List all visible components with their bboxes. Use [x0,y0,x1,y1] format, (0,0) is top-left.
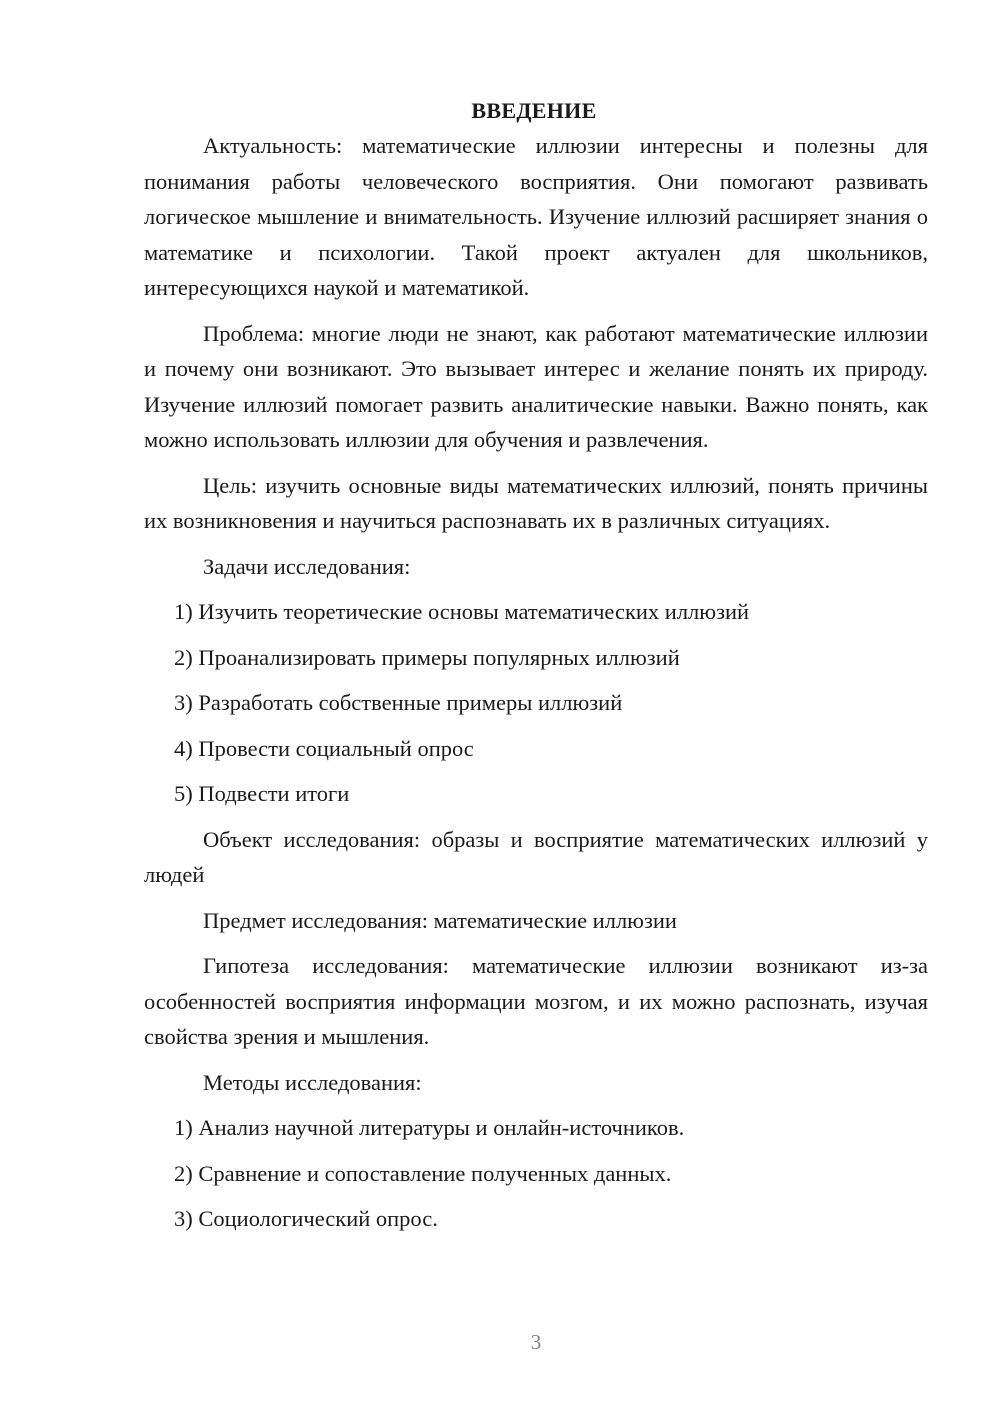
list-item: 2) Проанализировать примеры популярных иллюзий [174,644,680,670]
goal-paragraph: Цель: изучить основные виды математических иллюзий, понять причины их возникновения и научиться распознавать их в различных ситуациях. [144,472,928,533]
list-item: 5) Подвести итоги [174,781,350,806]
list-item: 4) Провести социальный опрос [174,735,474,761]
methods-list [144,1110,928,1237]
methods-heading: Методы исследования: [203,1069,422,1095]
hypothesis-paragraph: Гипотеза исследования: математические иллюзии возникают из-за особенностей восприятия информации мозгом, и их можно распознать, изучая свойства зрения и мышления. [144,953,928,1049]
relevance-paragraph: Актуальность: математические иллюзии интересны и полезны для понимания работы человеческого восприятия. Они помогают развивать логическое мышление и внимательность. Изучение иллюзий расширяет знания о математике и психологии. Такой проект актуален для школьников, интересующихся наукой и математикой. [144,133,928,300]
subject-paragraph: Предмет исследования: математические иллюзии [203,907,677,933]
list-item: 3) Социологический опрос. [174,1206,438,1231]
object-paragraph: Объект исследования: образы и восприятие математических иллюзий у людей [144,826,928,887]
page-content [144,96,928,1247]
problem-paragraph: Проблема: многие люди не знают, как работают математические иллюзии и почему они возникают. Это вызывает интерес и желание понять их природу. Изучение иллюзий помогает развить аналитические навыки. Важно понять, как можно использовать иллюзии для обучения и развлечения. [144,320,928,452]
page-number: 3 [530,1330,542,1354]
page-title: ВВЕДЕНИЕ [471,98,597,123]
tasks-list [144,594,928,812]
list-item: 2) Сравнение и сопоставление полученных данных. [174,1160,672,1186]
list-item: 3) Разработать собственные примеры иллюзий [174,690,623,715]
list-item: 1) Анализ научной литературы и онлайн-источников. [174,1115,685,1140]
list-item: 1) Изучить теоретические основы математических иллюзий [174,599,750,624]
tasks-heading: Задачи исследования: [203,553,411,579]
